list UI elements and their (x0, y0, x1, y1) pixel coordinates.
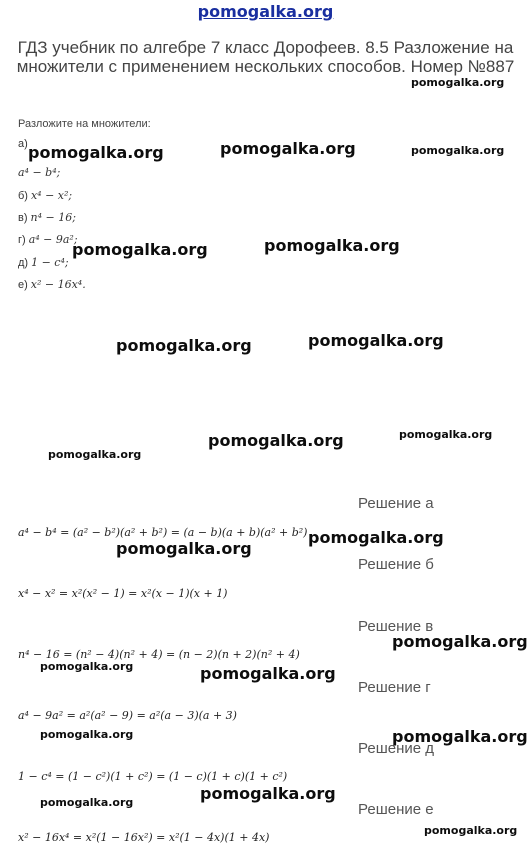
solution-heading-d: Решение д (358, 740, 434, 757)
solution-equation-b: x⁴ − x² = x²(x² − 1) = x²(x − 1)(x + 1) (18, 587, 228, 600)
watermark: pomogalka.org (40, 796, 134, 809)
watermark: pomogalka.org (200, 664, 336, 683)
task-label: б) (18, 190, 28, 202)
watermark: pomogalka.org (72, 240, 208, 259)
watermark: pomogalka.org (308, 331, 444, 350)
watermark: pomogalka.org (40, 728, 134, 741)
watermark: pomogalka.org (116, 336, 252, 355)
task-label: е) (18, 279, 28, 291)
solution-heading-a: Решение а (358, 495, 434, 512)
solution-heading-e: Решение е (358, 801, 434, 818)
watermark: pomogalka.org (48, 448, 142, 461)
task-expression: x² − 16x⁴. (30, 278, 86, 291)
task-item-d (18, 256, 69, 269)
site-logo[interactable]: pomogalka.org (197, 2, 334, 21)
watermark: pomogalka.org (392, 632, 528, 651)
page-title: ГДЗ учебник по алгебре 7 класс Дорофеев. 8.5 Разложение на множители с применением нескольких способов. Номер №887 (16, 38, 515, 76)
watermark: pomogalka.org (116, 539, 252, 558)
watermark: pomogalka.org (40, 660, 134, 673)
task-item-v (18, 211, 76, 224)
task-item-b (18, 189, 72, 202)
task-expression: 1 − c⁴; (31, 256, 69, 269)
task-item-a-expr (18, 166, 60, 179)
watermark: pomogalka.org (411, 76, 505, 89)
task-label: д) (18, 257, 29, 269)
task-item-g (18, 233, 78, 246)
task-label: а) (18, 138, 28, 150)
task-intro: Разложите на множители: (18, 118, 151, 130)
watermark: pomogalka.org (411, 144, 505, 157)
watermark: pomogalka.org (264, 236, 400, 255)
task-item-e (18, 278, 86, 291)
task-label: г) (18, 234, 26, 246)
task-expression: x⁴ − x²; (30, 189, 73, 202)
watermark: pomogalka.org (28, 143, 164, 162)
task-expression: n⁴ − 16; (30, 211, 76, 224)
task-label: в) (18, 212, 28, 224)
watermark: pomogalka.org (308, 528, 444, 547)
solution-heading-b: Решение б (358, 556, 434, 573)
solution-equation-g: a⁴ − 9a² = a²(a² − 9) = a²(a − 3)(a + 3) (18, 709, 237, 722)
solution-equation-a: a⁴ − b⁴ = (a² − b²)(a² + b²) = (a − b)(a + b)(a² + b²) (18, 526, 308, 539)
watermark: pomogalka.org (424, 824, 518, 837)
solution-equation-e: x² − 16x⁴ = x²(1 − 16x²) = x²(1 − 4x)(1 + 4x) (18, 831, 270, 844)
watermark: pomogalka.org (200, 784, 336, 803)
solution-heading-v: Решение в (358, 618, 434, 635)
task-expression: a⁴ − 9a²; (28, 233, 78, 246)
watermark: pomogalka.org (399, 428, 493, 441)
watermark: pomogalka.org (208, 431, 344, 450)
task-expression: a⁴ − b⁴; (18, 166, 61, 179)
solution-equation-d: 1 − c⁴ = (1 − c²)(1 + c²) = (1 − c)(1 + c)(1 + c²) (18, 770, 288, 783)
solution-heading-g: Решение г (358, 679, 431, 696)
solution-equation-v: n⁴ − 16 = (n² − 4)(n² + 4) = (n − 2)(n + 2)(n² + 4) (18, 648, 300, 661)
watermark: pomogalka.org (392, 727, 528, 746)
watermark: pomogalka.org (220, 139, 356, 158)
